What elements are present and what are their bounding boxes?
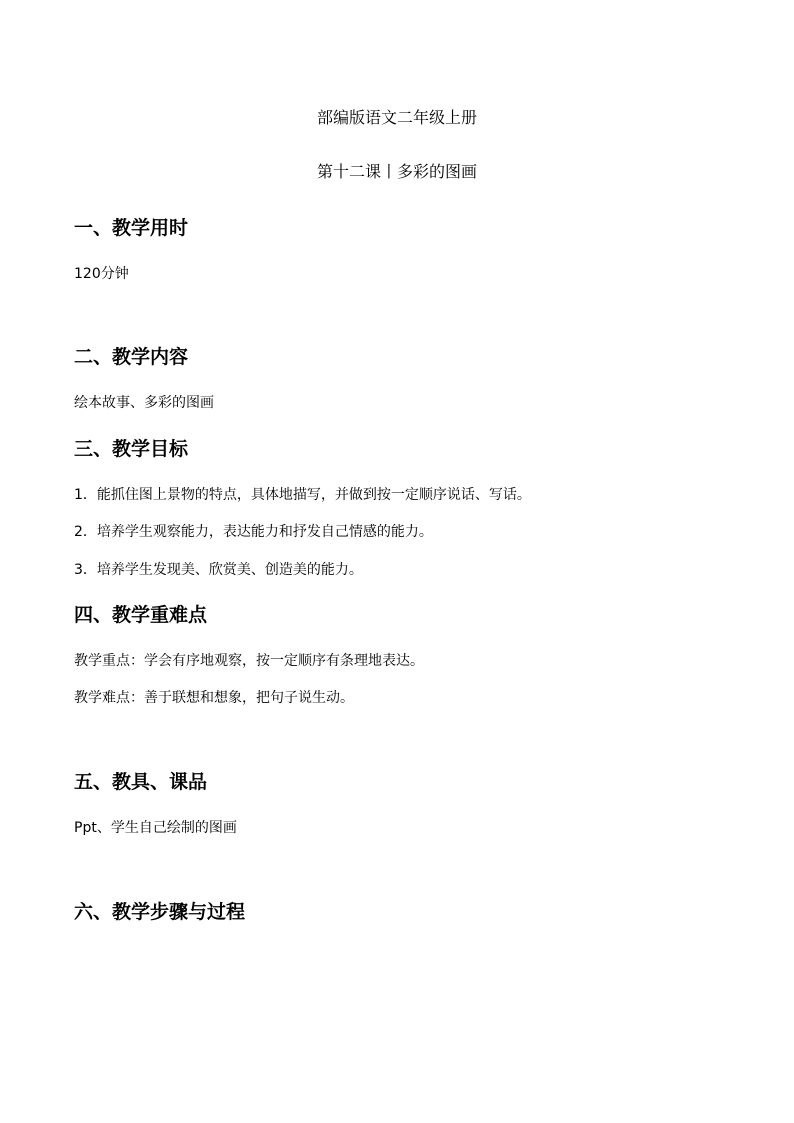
- teaching-content-text: 绘本故事、多彩的图画: [74, 395, 214, 411]
- document-title: 部编版语文二年级上册: [316, 108, 477, 127]
- teaching-time-text: 120分钟: [74, 266, 129, 282]
- section-heading-teaching-steps: 六、教学步骤与过程: [74, 901, 246, 923]
- teaching-goal-item-3: 3．培养学生发现美、欣赏美、创造美的能力。: [74, 562, 363, 578]
- teaching-goal-item-1: 1．能抓住图上景物的特点，具体地描写，并做到按一定顺序说话、写话。: [74, 487, 531, 503]
- teaching-aids-text: Ppt、学生自己绘制的图画: [74, 820, 237, 836]
- section-heading-teaching-aids: 五、教具、课品: [74, 771, 208, 793]
- key-point-text: 教学重点：学会有序地观察，按一定顺序有条理地表达。: [74, 653, 424, 669]
- difficult-point-text: 教学难点：善于联想和想象，把句子说生动。: [74, 690, 354, 706]
- section-heading-teaching-content: 二、教学内容: [74, 346, 189, 368]
- section-heading-teaching-goals: 三、教学目标: [74, 438, 189, 460]
- section-heading-key-difficult-points: 四、教学重难点: [74, 604, 208, 626]
- section-heading-teaching-time: 一、教学用时: [74, 217, 189, 239]
- teaching-goal-item-2: 2．培养学生观察能力，表达能力和抒发自己情感的能力。: [74, 524, 433, 540]
- lesson-title: 第十二课丨多彩的图画: [316, 162, 477, 181]
